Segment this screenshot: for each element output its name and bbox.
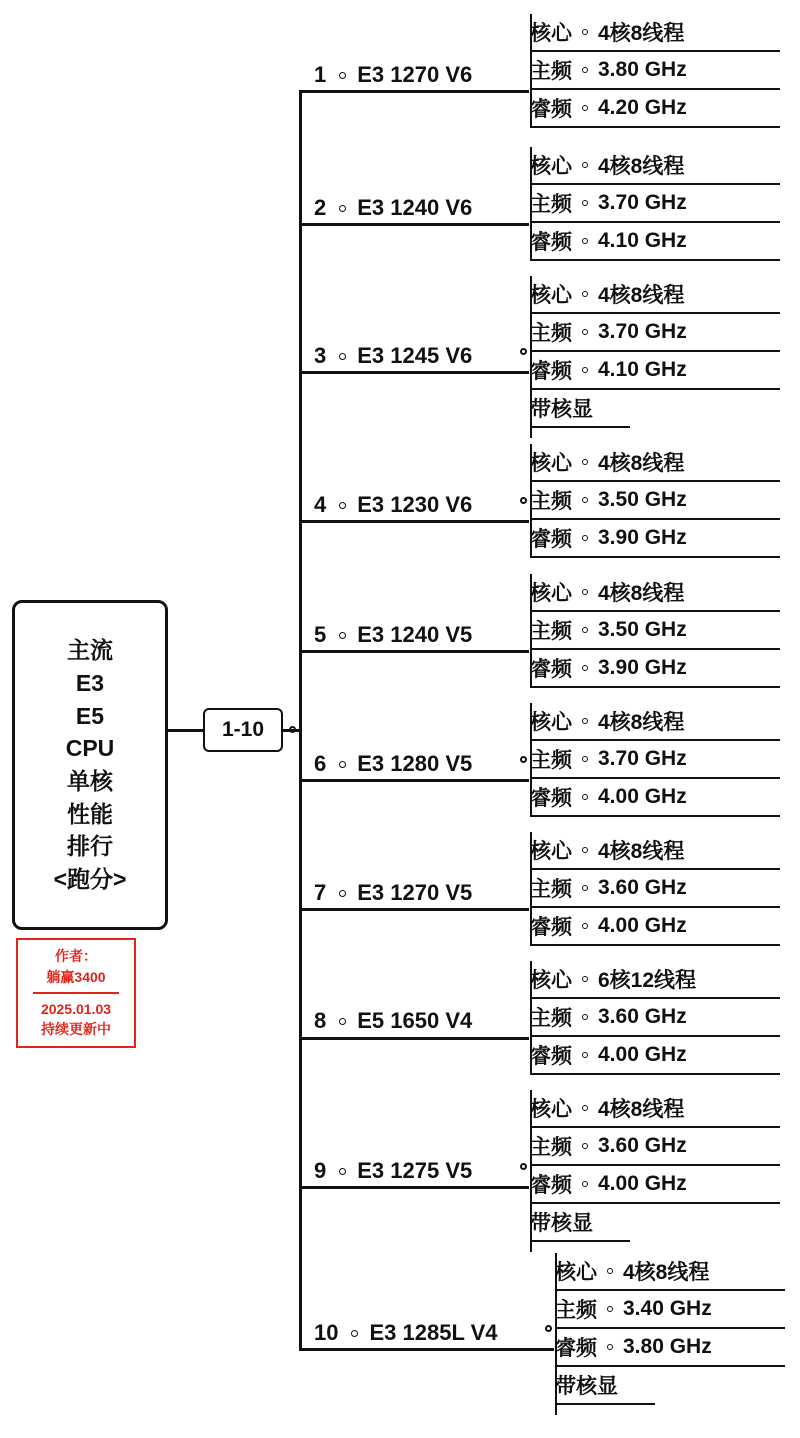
spec-key: 主频 — [530, 1007, 572, 1030]
spec-row — [530, 147, 780, 185]
spec-row — [530, 352, 780, 390]
cpu-item-2[interactable] — [314, 195, 472, 221]
bullet-icon — [582, 238, 588, 244]
root-node[interactable] — [12, 600, 168, 930]
branch-line-8 — [299, 1037, 529, 1040]
spec-row — [555, 1367, 655, 1405]
spec-row — [530, 1128, 780, 1166]
spec-row — [530, 185, 780, 223]
node-anchor-icon — [520, 497, 527, 504]
spec-value: 4.00 GHz — [598, 785, 687, 808]
bullet-icon — [607, 1306, 613, 1312]
middle-node-label: 1-10 — [221, 718, 265, 741]
bullet-icon — [582, 1181, 588, 1187]
spec-key: 核心 — [530, 1098, 572, 1121]
node-anchor-icon — [545, 1325, 552, 1332]
spec-key: 主频 — [530, 620, 572, 643]
spec-value: 4核8线程 — [598, 1098, 685, 1121]
spec-value: 4核8线程 — [598, 155, 685, 178]
spec-value: 4核8线程 — [598, 452, 685, 475]
root-line-6: 排行 — [67, 833, 113, 860]
cpu-item-3[interactable] — [314, 343, 472, 369]
bullet-icon — [582, 329, 588, 335]
spec-value: 4.00 GHz — [598, 914, 687, 937]
spec-row — [555, 1253, 785, 1291]
spec-value: 4.10 GHz — [598, 358, 687, 381]
rank-number-6: 6 — [314, 751, 327, 776]
author-divider — [33, 992, 119, 994]
cpu-item-4[interactable] — [314, 492, 472, 518]
spec-key: 睿频 — [530, 1174, 572, 1197]
branch-line-1 — [299, 90, 529, 93]
bullet-icon — [582, 291, 588, 297]
spec-row — [530, 390, 630, 428]
spec-key: 核心 — [530, 22, 572, 45]
bullet-icon — [607, 1344, 613, 1350]
bullet-icon — [582, 1105, 588, 1111]
cpu-name-3: E3 1245 V6 — [357, 343, 473, 368]
branch-line-3 — [299, 371, 529, 374]
bullet-icon — [582, 105, 588, 111]
rank-number-8: 8 — [314, 1008, 327, 1033]
spec-key: 核心 — [530, 969, 572, 992]
root-line-2: E5 — [75, 702, 105, 729]
spec-row — [530, 650, 780, 688]
spec-key: 带核显 — [555, 1375, 618, 1398]
bullet-icon — [582, 162, 588, 168]
bullet-icon — [582, 1014, 588, 1020]
author-status: 持续更新中 — [41, 1021, 111, 1038]
author-date: 2025.01.03 — [40, 1001, 112, 1017]
node-anchor-icon — [520, 1163, 527, 1170]
spec-value: 4核8线程 — [598, 582, 685, 605]
spec-value: 3.40 GHz — [623, 1297, 712, 1320]
spec-key: 主频 — [530, 193, 572, 216]
spec-value: 3.80 GHz — [623, 1335, 712, 1358]
bullet-icon — [582, 1143, 588, 1149]
spec-row — [530, 612, 780, 650]
spec-value: 3.50 GHz — [598, 618, 687, 641]
cpu-item-5[interactable] — [314, 622, 472, 648]
rank-number-7: 7 — [314, 880, 327, 905]
spec-value: 4.00 GHz — [598, 1172, 687, 1195]
cpu-name-6: E3 1280 V5 — [357, 751, 473, 776]
spec-key: 核心 — [530, 452, 572, 475]
bullet-icon — [582, 1052, 588, 1058]
cpu-name-10: E3 1285L V4 — [369, 1320, 498, 1345]
cpu-name-4: E3 1230 V6 — [357, 492, 473, 517]
spec-value: 3.80 GHz — [598, 58, 687, 81]
spec-value: 3.60 GHz — [598, 876, 687, 899]
bullet-icon — [339, 502, 346, 509]
spec-key: 主频 — [530, 1136, 572, 1159]
spec-value: 4核8线程 — [598, 840, 685, 863]
spec-key: 睿频 — [530, 231, 572, 254]
spec-key: 睿频 — [530, 658, 572, 681]
spec-value: 3.60 GHz — [598, 1005, 687, 1028]
spec-key: 主频 — [530, 878, 572, 901]
spec-key: 核心 — [530, 840, 572, 863]
spec-row — [530, 223, 780, 261]
bullet-icon — [339, 1168, 346, 1175]
cpu-item-6[interactable] — [314, 751, 472, 777]
spec-value: 3.70 GHz — [598, 191, 687, 214]
spec-row — [530, 999, 780, 1037]
spec-key: 睿频 — [530, 98, 572, 121]
spec-value: 3.70 GHz — [598, 747, 687, 770]
spec-value: 4核8线程 — [623, 1261, 710, 1284]
bullet-icon — [339, 890, 346, 897]
cpu-name-1: E3 1270 V6 — [357, 62, 473, 87]
cpu-item-9[interactable] — [314, 1158, 472, 1184]
spec-row — [530, 870, 780, 908]
spec-row — [530, 779, 780, 817]
spec-key: 睿频 — [555, 1337, 597, 1360]
node-anchor-icon — [520, 348, 527, 355]
spec-row — [530, 908, 780, 946]
spec-row — [530, 741, 780, 779]
bullet-icon — [582, 67, 588, 73]
bullet-icon — [582, 497, 588, 503]
spec-row — [530, 1037, 780, 1075]
spec-row — [530, 703, 780, 741]
bullet-icon — [582, 535, 588, 541]
branch-line-5 — [299, 650, 529, 653]
rank-number-9: 9 — [314, 1158, 327, 1183]
branch-line-10 — [299, 1348, 554, 1351]
spec-key: 带核显 — [530, 1212, 593, 1235]
rank-number-10: 10 — [314, 1320, 339, 1345]
spec-row — [530, 1204, 630, 1242]
spec-key: 带核显 — [530, 398, 593, 421]
cpu-item-1[interactable] — [314, 62, 472, 88]
bullet-icon — [582, 627, 588, 633]
branch-line-6 — [299, 779, 529, 782]
spec-key: 睿频 — [530, 1045, 572, 1068]
spec-value: 6核12线程 — [598, 969, 697, 992]
root-line-7: <跑分> — [53, 865, 127, 892]
root-line-1: E3 — [75, 670, 105, 697]
bullet-icon — [582, 200, 588, 206]
bullet-icon — [339, 632, 346, 639]
bullet-icon — [339, 1018, 346, 1025]
root-line-3: CPU — [65, 735, 115, 762]
spec-value: 3.50 GHz — [598, 488, 687, 511]
spec-row — [530, 482, 780, 520]
bullet-icon — [339, 761, 346, 768]
spec-row — [530, 520, 780, 558]
bullet-icon — [582, 367, 588, 373]
bullet-icon — [582, 794, 588, 800]
bullet-icon — [582, 976, 588, 982]
bullet-icon — [582, 718, 588, 724]
spec-value: 3.70 GHz — [598, 320, 687, 343]
cpu-name-2: E3 1240 V6 — [357, 195, 473, 220]
spec-key: 核心 — [530, 284, 572, 307]
spec-value: 3.60 GHz — [598, 1134, 687, 1157]
spec-row — [530, 52, 780, 90]
cpu-item-7[interactable] — [314, 880, 472, 906]
spec-value: 4.00 GHz — [598, 1043, 687, 1066]
spec-value: 4核8线程 — [598, 711, 685, 734]
bullet-icon — [607, 1268, 613, 1274]
branch-line-2 — [299, 223, 529, 226]
spec-value: 4.20 GHz — [598, 96, 687, 119]
bullet-icon — [582, 29, 588, 35]
bullet-icon — [582, 885, 588, 891]
cpu-name-8: E5 1650 V4 — [357, 1008, 473, 1033]
bullet-icon — [351, 1330, 358, 1337]
rank-number-5: 5 — [314, 622, 327, 647]
root-line-5: 性能 — [67, 800, 113, 827]
spec-value: 4核8线程 — [598, 22, 685, 45]
root-line-0: 主流 — [67, 637, 113, 664]
spec-key: 睿频 — [530, 787, 572, 810]
author-label: 作者： — [55, 948, 97, 965]
spec-key: 核心 — [530, 155, 572, 178]
spec-row — [530, 314, 780, 352]
spec-key: 主频 — [530, 749, 572, 772]
spec-row — [530, 832, 780, 870]
bullet-icon — [339, 353, 346, 360]
rank-number-1: 1 — [314, 62, 327, 87]
middle-node-1-10[interactable] — [203, 708, 283, 752]
spec-row — [530, 574, 780, 612]
bullet-icon — [582, 459, 588, 465]
spec-row — [555, 1329, 785, 1367]
bullet-icon — [582, 756, 588, 762]
author-name: 躺赢3400 — [46, 968, 106, 985]
cpu-item-10[interactable] — [314, 1320, 498, 1346]
cpu-name-7: E3 1270 V5 — [357, 880, 473, 905]
author-box — [16, 938, 136, 1048]
bullet-icon — [339, 72, 346, 79]
bullet-icon — [582, 923, 588, 929]
spec-row — [530, 1090, 780, 1128]
spec-value: 4核8线程 — [598, 284, 685, 307]
spec-value: 3.90 GHz — [598, 656, 687, 679]
spec-row — [530, 961, 780, 999]
branch-line-7 — [299, 908, 529, 911]
rank-number-4: 4 — [314, 492, 327, 517]
cpu-name-5: E3 1240 V5 — [357, 622, 473, 647]
spec-key: 睿频 — [530, 528, 572, 551]
spec-key: 核心 — [530, 711, 572, 734]
spec-row — [530, 444, 780, 482]
cpu-item-8[interactable] — [314, 1008, 472, 1034]
bullet-icon — [582, 847, 588, 853]
cpu-name-9: E3 1275 V5 — [357, 1158, 473, 1183]
spec-key: 主频 — [555, 1299, 597, 1322]
spec-value: 4.10 GHz — [598, 229, 687, 252]
bullet-icon — [339, 205, 346, 212]
spec-row — [530, 276, 780, 314]
node-anchor-icon — [520, 756, 527, 763]
spec-row — [530, 1166, 780, 1204]
spec-row — [530, 90, 780, 128]
spec-key: 主频 — [530, 322, 572, 345]
rank-number-3: 3 — [314, 343, 327, 368]
root-line-4: 单核 — [67, 768, 113, 794]
spec-key: 睿频 — [530, 916, 572, 939]
branch-spine — [299, 90, 302, 1348]
spec-key: 主频 — [530, 60, 572, 83]
spec-key: 睿频 — [530, 360, 572, 383]
branch-line-4 — [299, 520, 529, 523]
bullet-icon — [582, 665, 588, 671]
spec-key: 主频 — [530, 490, 572, 513]
spec-key: 核心 — [555, 1261, 597, 1284]
spec-row — [530, 14, 780, 52]
branch-line-9 — [299, 1186, 529, 1189]
bullet-icon — [582, 589, 588, 595]
connector-root-mid — [168, 729, 203, 732]
spec-row — [555, 1291, 785, 1329]
rank-number-2: 2 — [314, 195, 327, 220]
spec-key: 核心 — [530, 582, 572, 605]
spec-value: 3.90 GHz — [598, 526, 687, 549]
